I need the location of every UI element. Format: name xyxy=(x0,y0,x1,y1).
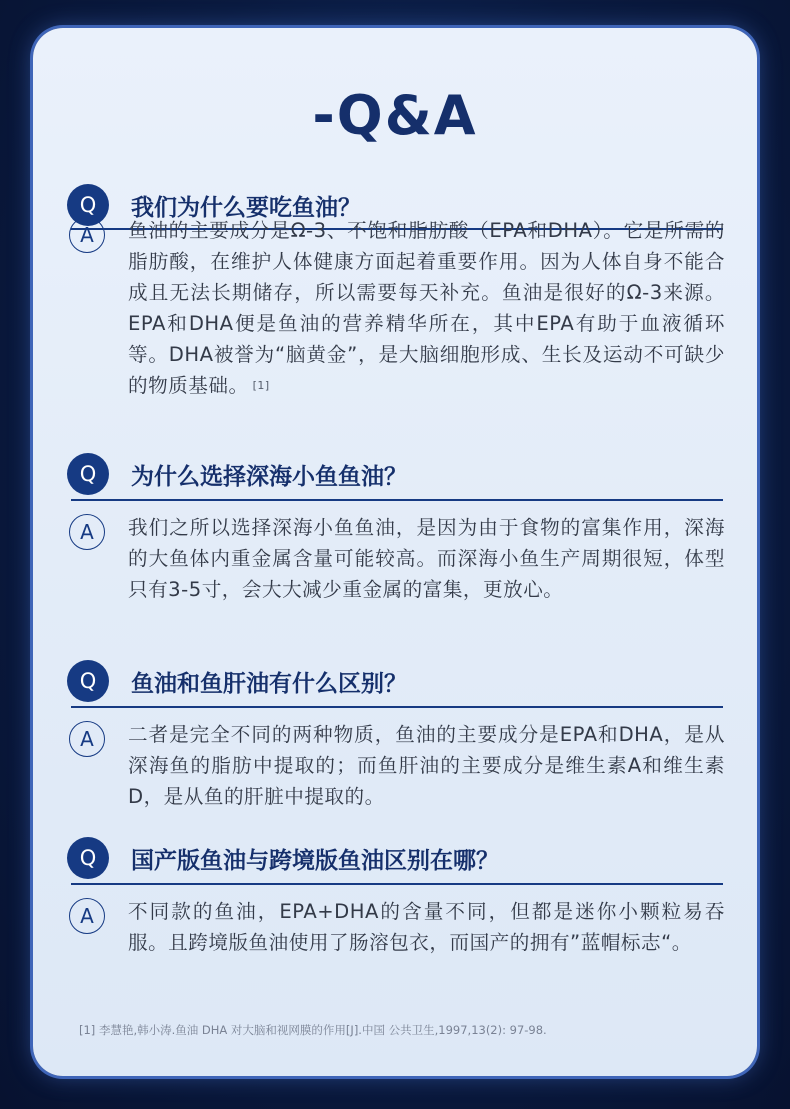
a-badge-icon: A xyxy=(69,514,105,550)
a-badge-icon: A xyxy=(69,217,105,253)
answer-row-3 xyxy=(69,719,725,812)
page-title: -Q&A xyxy=(312,84,478,147)
question-text: 为什么选择深海小鱼鱼油？ xyxy=(131,463,407,490)
question-row-4 xyxy=(69,835,721,881)
question-divider xyxy=(71,883,723,885)
question-text: 国产版鱼油与跨境版鱼油区别在哪？ xyxy=(131,847,499,874)
q-badge-icon: Q xyxy=(69,662,107,700)
answer-row-1 xyxy=(69,215,725,401)
answer-row-2 xyxy=(69,512,725,605)
q-badge-icon: Q xyxy=(69,186,107,224)
qa-card xyxy=(33,28,757,1076)
answer-row-4 xyxy=(69,896,725,958)
question-row-2 xyxy=(69,451,721,497)
question-text: 我们为什么要吃鱼油？ xyxy=(131,194,361,221)
a-badge-icon: A xyxy=(69,721,105,757)
question-divider xyxy=(71,499,723,501)
question-divider xyxy=(71,706,723,708)
question-row-3 xyxy=(69,658,721,704)
answer-text: 二者是完全不同的两种物质，鱼油的主要成分是EPA和DHA，是从深海鱼的脂肪中提取的；而鱼肝油的主要成分是维生素A和维生素D，是从鱼的肝脏中提取的。 xyxy=(128,723,725,808)
question-text: 鱼油和鱼肝油有什么区别？ xyxy=(131,670,407,697)
a-badge-icon: A xyxy=(69,898,105,934)
footnote: [1] 李慧艳,韩小涛.鱼油 DHA 对大脑和视网膜的作用[J].中国 公共卫生,1997,13(2): 97-98. xyxy=(79,1023,547,1037)
q-badge-icon: Q xyxy=(69,455,107,493)
q-badge-icon: Q xyxy=(69,839,107,877)
answer-text: 鱼油的主要成分是Ω-3、不饱和脂肪酸（EPA和DHA）。它是所需的脂肪酸，在维护人体健康方面起着重要作用。因为人体自身不能合成且无法长期储存，所以需要每天补充。鱼油是很好的Ω-3来源。EPA和DHA便是鱼油的营养精华所在，其中EPA有助于血液循环等。DHA被誉为“脑黄金”，是大脑细胞形成、生长及运动不可缺少的物质基础。 [1] xyxy=(128,219,725,397)
answer-text: 我们之所以选择深海小鱼鱼油，是因为由于食物的富集作用，深海的大鱼体内重金属含量可能较高。而深海小鱼生产周期很短，体型只有3-5寸，会大大减少重金属的富集，更放心。 xyxy=(128,516,725,601)
reference-mark: [1] xyxy=(252,379,270,392)
answer-text: 不同款的鱼油，EPA+DHA的含量不同，但都是迷你小颗粒易吞服。且跨境版鱼油使用了肠溶包衣，而国产的拥有”蓝帽标志“。 xyxy=(128,900,725,954)
